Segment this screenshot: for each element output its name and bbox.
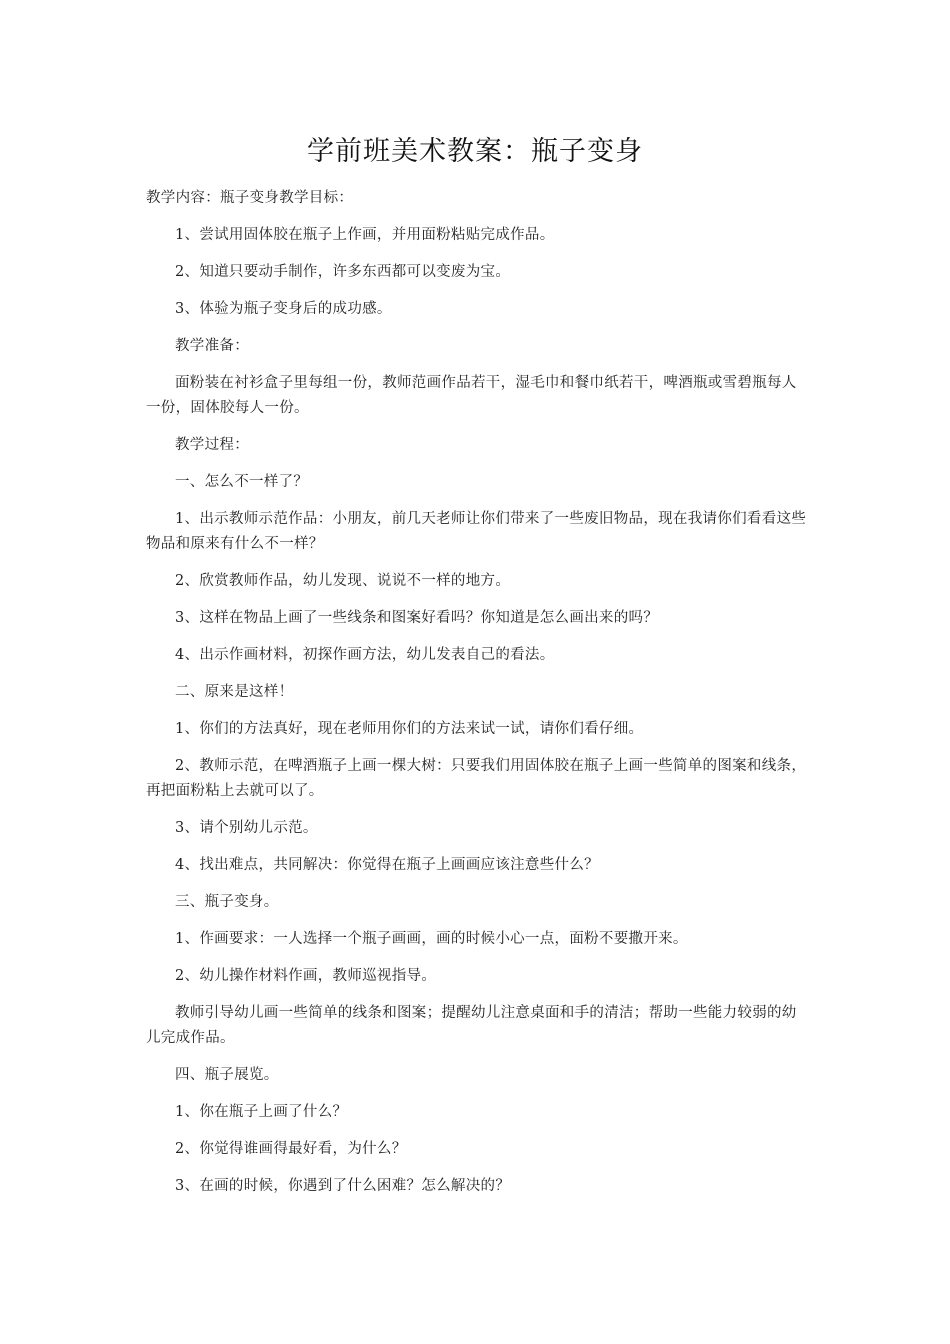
paragraph: 3、在画的时候，你遇到了什么困难？怎么解决的？ [175, 1178, 511, 1194]
paragraph: 1、你在瓶子上画了什么？ [175, 1104, 348, 1120]
paragraph: 教学过程： [175, 437, 249, 453]
paragraph: 2、你觉得谁画得最好看，为什么？ [175, 1141, 407, 1157]
paragraph: 四、瓶子展览。 [175, 1067, 279, 1083]
paragraph: 1、你们的方法真好，现在老师用你们的方法来试一试，请你们看仔细。 [175, 721, 644, 737]
paragraph: 2、知道只要动手制作，许多东西都可以变废为宝。 [175, 264, 511, 280]
paragraph: 3、请个别幼儿示范。 [175, 820, 318, 836]
paragraph: 二、原来是这样！ [175, 684, 294, 700]
paragraph: 2、幼儿操作材料作画，教师巡视指导。 [175, 968, 437, 984]
document-title: 学前班美术教案：瓶子变身 [307, 136, 643, 167]
paragraph: 1、尝试用固体胶在瓶子上作画，并用面粉粘贴完成作品。 [175, 227, 555, 243]
paragraph: 3、这样在物品上画了一些线条和图案好看吗？你知道是怎么画出来的吗？ [175, 610, 659, 626]
paragraph: 三、瓶子变身。 [175, 894, 279, 910]
paragraph: 教师引导幼儿画一些简单的线条和图案；提醒幼儿注意桌面和手的清洁；帮助一些能力较弱的幼儿完成作品。 [146, 1005, 797, 1046]
document-body [146, 186, 808, 1211]
paragraph: 2、欣赏教师作品，幼儿发现、说说不一样的地方。 [175, 573, 511, 589]
paragraph: 1、作画要求：一人选择一个瓶子画画，画的时候小心一点，面粉不要撒开来。 [175, 931, 688, 947]
paragraph: 4、找出难点，共同解决：你觉得在瓶子上画画应该注意些什么？ [175, 857, 599, 873]
paragraph: 教学准备： [175, 338, 249, 354]
paragraph: 2、教师示范，在啤酒瓶子上画一棵大树：只要我们用固体胶在瓶子上画一些简单的图案和线条，再把面粉粘上去就可以了。 [146, 758, 807, 799]
paragraph: 3、体验为瓶子变身后的成功感。 [175, 301, 392, 317]
paragraph: 面粉装在衬衫盒子里每组一份，教师范画作品若干，湿毛巾和餐巾纸若干，啤酒瓶或雪碧瓶每人一份，固体胶每人一份。 [146, 375, 797, 416]
paragraph: 一、怎么不一样了？ [175, 474, 309, 490]
paragraph: 4、出示作画材料，初探作画方法，幼儿发表自己的看法。 [175, 647, 555, 663]
paragraph: 教学内容：瓶子变身教学目标： [146, 190, 354, 206]
paragraph: 1、出示教师示范作品：小朋友，前几天老师让你们带来了一些废旧物品，现在我请你们看看这些物品和原来有什么不一样？ [146, 511, 807, 552]
